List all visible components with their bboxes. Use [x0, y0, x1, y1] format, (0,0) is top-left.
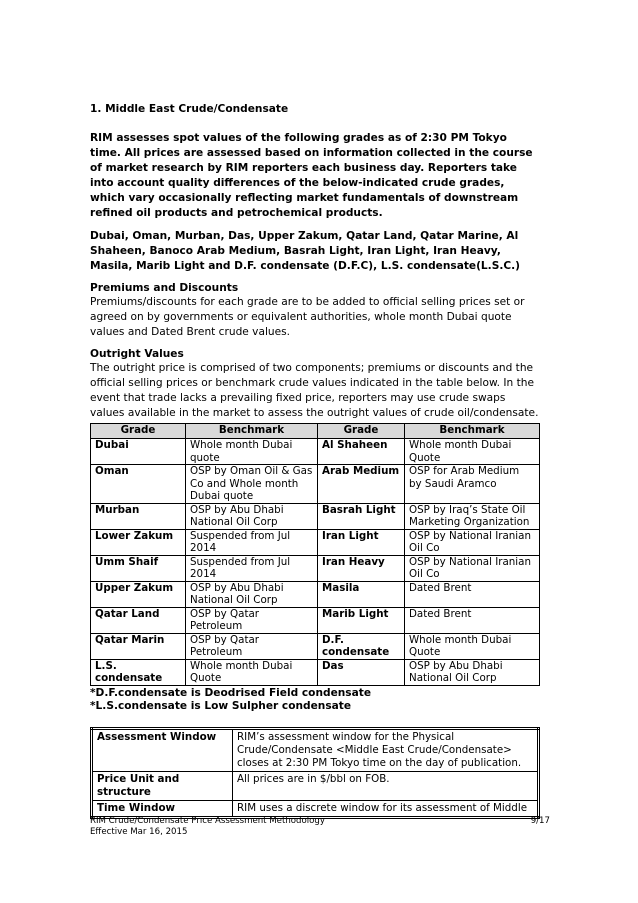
table-row — [91, 503, 540, 529]
footer-effective-date: Effective Mar 16, 2015 — [90, 827, 188, 837]
grade-cell: Iran Light — [318, 529, 405, 555]
detail-key: Time Window — [92, 800, 233, 817]
benchmark-cell: OSP by Oman Oil & Gas Co and Whole month Dubai quote — [186, 465, 318, 504]
page-footer — [90, 816, 550, 838]
benchmark-cell: Whole month Dubai quote — [186, 439, 318, 465]
table-row — [91, 659, 540, 685]
header-grade-2: Grade — [318, 424, 405, 439]
footer-doc-title: RIM Crude/Condensate Price Assessment Methodology — [90, 816, 325, 826]
detail-key: Price Unit and structure — [92, 771, 233, 800]
benchmark-cell: OSP for Arab Medium by Saudi Aramco — [405, 465, 540, 504]
table-row — [91, 607, 540, 633]
table-row — [91, 439, 540, 465]
page-content — [90, 103, 540, 819]
benchmark-cell: OSP by Abu Dhabi National Oil Corp — [405, 659, 540, 685]
header-benchmark-1: Benchmark — [186, 424, 318, 439]
benchmark-cell: OSP by Iraq’s State Oil Marketing Organization — [405, 503, 540, 529]
grade-cell: Qatar Land — [91, 607, 186, 633]
table-row — [91, 465, 540, 504]
benchmark-cell: Suspended from Jul 2014 — [186, 555, 318, 581]
section-heading: 1. Middle East Crude/Condensate — [90, 103, 289, 115]
premiums-paragraph: Premiums/discounts for each grade are to be added to official selling prices set or agreed on by governments or equivalent authorities, whole month Dubai quote values and Dated Brent crude values. — [90, 296, 525, 338]
grade-cell: Upper Zakum — [91, 581, 186, 607]
premiums-heading: Premiums and Discounts — [90, 282, 239, 294]
table-row — [91, 581, 540, 607]
grade-cell: Dubai — [91, 439, 186, 465]
table-row — [91, 555, 540, 581]
grade-cell: L.S. condensate — [91, 659, 186, 685]
benchmark-cell: OSP by Qatar Petroleum — [186, 633, 318, 659]
grade-cell: Oman — [91, 465, 186, 504]
detail-value: All prices are in $/bbl on FOB. — [233, 771, 539, 800]
table-row — [91, 529, 540, 555]
grade-cell: Murban — [91, 503, 186, 529]
intro-paragraph: RIM assesses spot values of the following grades as of 2:30 PM Tokyo time. All prices are assessed based on information collected in the course of market research by RIM reporters each business day. Reporters take into account quality differences of the below-indicated crude grades, which vary occasionally reflecting market fundamentals of downstream refined oil products and petrochemical products. — [90, 132, 533, 219]
grade-cell: Qatar Marin — [91, 633, 186, 659]
benchmark-cell: Whole month Dubai Quote — [186, 659, 318, 685]
footnote-lsc: *L.S.condensate is Low Sulpher condensate — [90, 700, 352, 712]
footnote-dfc: *D.F.condensate is Deodrised Field condensate — [90, 686, 372, 699]
detail-value: RIM’s assessment window for the Physical Crude/Condensate <Middle East Crude/Condensate> closes at 2:30 PM Tokyo time on the day of publication. — [233, 728, 539, 771]
assessment-details-table — [90, 727, 540, 819]
outright-paragraph: The outright price is comprised of two components; premiums or discounts and the official selling prices or benchmark crude values indicated in the table below. In the event that trade lacks a prevailing fixed price, reporters may use crude swaps values available in the market to assess the outright values of crude oil/condensate. — [90, 362, 539, 419]
table-row — [92, 771, 539, 800]
benchmark-cell: OSP by Qatar Petroleum — [186, 607, 318, 633]
grade-cell: Lower Zakum — [91, 529, 186, 555]
benchmark-cell: OSP by National Iranian Oil Co — [405, 529, 540, 555]
benchmark-cell: Dated Brent — [405, 581, 540, 607]
benchmark-cell: Whole month Dubai Quote — [405, 439, 540, 465]
grade-benchmark-table — [90, 423, 540, 686]
table-row — [92, 728, 539, 771]
table-row — [92, 800, 539, 817]
benchmark-cell: Dated Brent — [405, 607, 540, 633]
benchmark-cell: Suspended from Jul 2014 — [186, 529, 318, 555]
page-number: 9/17 — [530, 816, 550, 826]
grade-cell: Das — [318, 659, 405, 685]
grade-cell: Marib Light — [318, 607, 405, 633]
footnotes — [90, 687, 540, 714]
grade-cell: D.F. condensate — [318, 633, 405, 659]
grade-cell: Iran Heavy — [318, 555, 405, 581]
benchmark-cell: OSP by Abu Dhabi National Oil Corp — [186, 581, 318, 607]
header-benchmark-2: Benchmark — [405, 424, 540, 439]
detail-key: Assessment Window — [92, 728, 233, 771]
header-grade-1: Grade — [91, 424, 186, 439]
grade-cell: Masila — [318, 581, 405, 607]
grade-cell: Umm Shaif — [91, 555, 186, 581]
outright-heading: Outright Values — [90, 348, 184, 360]
grade-cell: Basrah Light — [318, 503, 405, 529]
benchmark-cell: Whole month Dubai Quote — [405, 633, 540, 659]
grade-cell: Arab Medium — [318, 465, 405, 504]
table-header-row — [91, 424, 540, 439]
benchmark-cell: OSP by National Iranian Oil Co — [405, 555, 540, 581]
table-row — [91, 633, 540, 659]
detail-value: RIM uses a discrete window for its assessment of Middle — [233, 800, 539, 817]
benchmark-cell: OSP by Abu Dhabi National Oil Corp — [186, 503, 318, 529]
grades-list: Dubai, Oman, Murban, Das, Upper Zakum, Qatar Land, Qatar Marine, Al Shaheen, Banoco Arab Medium, Basrah Light, Iran Light, Iran Heavy, Masila, Marib Light and D.F. condensate (D.F.C), L.S. condensate(L.S.C.) — [90, 230, 521, 272]
grade-cell: Al Shaheen — [318, 439, 405, 465]
